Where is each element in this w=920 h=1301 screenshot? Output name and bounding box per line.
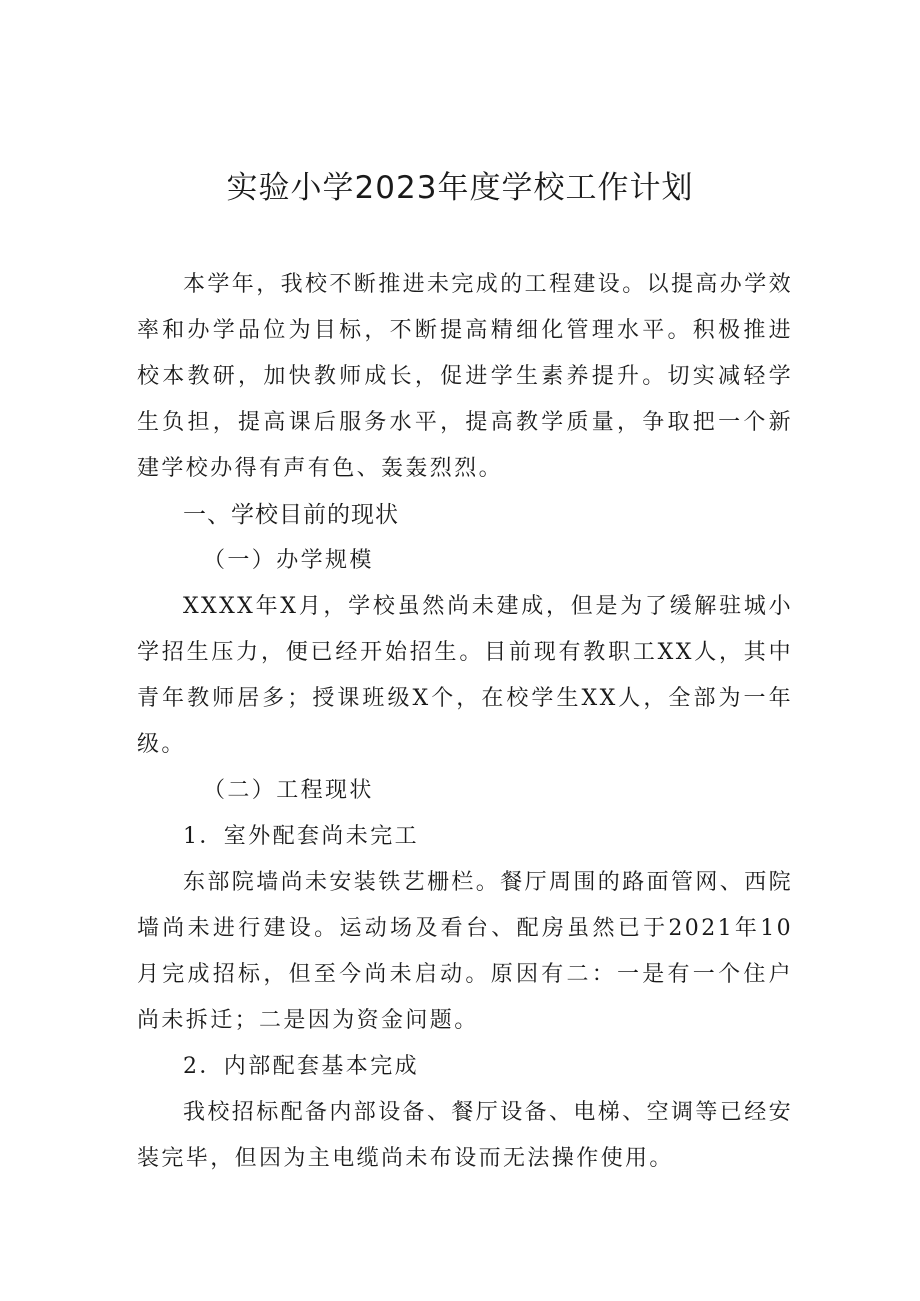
document-body — [137, 262, 793, 1182]
item-heading-outdoor: 1．室外配套尚未完工 — [183, 824, 419, 849]
intro-paragraph: 本学年，我校不断推进未完成的工程建设。以提高办学效率和办学品位为目标，不断提高精细化管理水平。积极推进校本教研，加快教师成长，促进学生素养提升。切实减轻学生负担，提高课后服务水平，提高教学质量，争取把一个新建学校办得有声有色、轰轰烈烈。 — [137, 272, 794, 481]
indoor-paragraph: 我校招标配备内部设备、餐厅设备、电梯、空调等已经安装完毕，但因为主电缆尚未布设而无法操作使用。 — [137, 1100, 794, 1171]
section-heading: 一、学校目前的现状 — [183, 502, 399, 528]
outdoor-paragraph: 东部院墙尚未安装铁艺栅栏。餐厅周围的路面管网、西院墙尚未进行建设。运动场及看台、配房虽然已于2021年10月完成招标，但至今尚未启动。原因有二：一是有一个住户尚未拆迁；二是因为资金问题。 — [137, 870, 794, 1033]
subsection-heading-scale: （一）办学规模 — [203, 548, 374, 573]
document-title: 实验小学2023年度学校工作计划 — [226, 170, 694, 206]
scale-paragraph: XXXX年X月，学校虽然尚未建成，但是为了缓解驻城小学招生压力，便已经开始招生。目前现有教职工XX人，其中青年教师居多；授课班级X个，在校学生XX人，全部为一年级。 — [137, 594, 793, 757]
item-heading-indoor: 2．内部配套基本完成 — [183, 1054, 419, 1079]
subsection-heading-construction: （二）工程现状 — [203, 778, 374, 803]
